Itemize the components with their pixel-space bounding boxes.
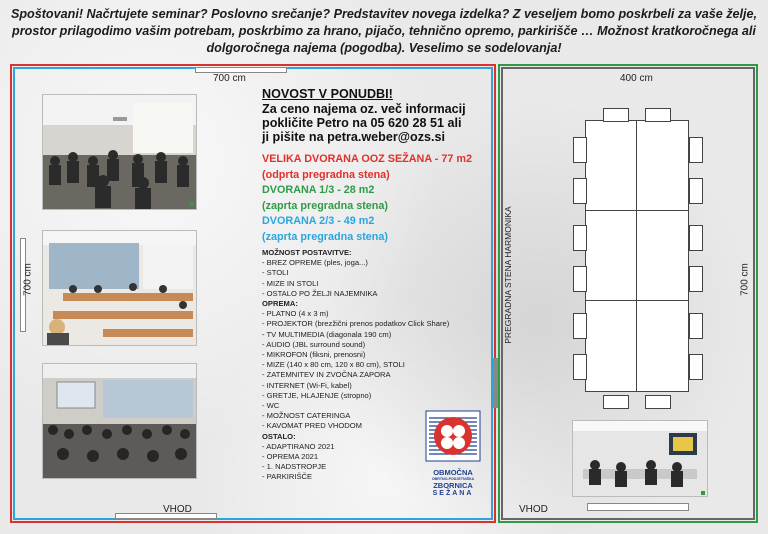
logo-line-4: SEŽANA bbox=[432, 490, 474, 497]
ozs-logo bbox=[425, 410, 481, 498]
rooms-block bbox=[262, 152, 487, 245]
equipment-item: - PROJEKTOR (brezžični prenos podatkov Click Share) bbox=[262, 319, 450, 329]
table bbox=[585, 210, 638, 302]
table bbox=[636, 300, 689, 392]
right-height-label: 700 cm bbox=[739, 263, 751, 296]
equipment-title: OPREMA: bbox=[262, 299, 298, 309]
left-entrance-label: VHOD bbox=[163, 504, 192, 515]
photo-seminar-audience bbox=[42, 94, 197, 210]
room-2-3-name: DVORANA 2/3 - 49 m2 bbox=[262, 215, 375, 227]
marker bbox=[190, 202, 194, 206]
room-1-3-name: DVORANA 1/3 - 28 m2 bbox=[262, 184, 375, 196]
equipment-item: - GRETJE, HLAJENJE (stropno) bbox=[262, 390, 372, 400]
left-height-label: 700 cm bbox=[22, 263, 34, 296]
chair bbox=[573, 313, 587, 339]
partition-wall-segment bbox=[493, 358, 498, 408]
photo-projection-seminar bbox=[42, 363, 197, 479]
room-large-note: (odprta pregradna stena) bbox=[262, 168, 390, 181]
photo-classroom bbox=[42, 230, 197, 346]
chair bbox=[689, 137, 703, 163]
equipment-item: - TV MULTIMEDIA (diagonala 190 cm) bbox=[262, 329, 392, 339]
logo-line-1: OBMOČNA bbox=[433, 468, 473, 477]
chair bbox=[603, 395, 629, 409]
chair bbox=[573, 137, 587, 163]
equipment-item: - MIZE (140 x 80 cm, 120 x 80 cm), STOLI bbox=[262, 360, 405, 370]
equipment-item: - PLATNO (4 x 3 m) bbox=[262, 309, 329, 319]
setup-item: - STOLI bbox=[262, 268, 289, 278]
table bbox=[636, 210, 689, 302]
other-item: - ADAPTIRANO 2021 bbox=[262, 441, 335, 451]
setup-item: - BREZ OPREME (ples, joga...) bbox=[262, 258, 368, 268]
other-item: - PARKIRIŠČE bbox=[262, 472, 313, 482]
chair bbox=[645, 108, 671, 122]
partition-wall-label: PREGRADNA STENA HARMONIKA bbox=[503, 206, 513, 344]
equipment-item: - WC bbox=[262, 401, 280, 411]
entrance-door-right bbox=[587, 503, 689, 511]
other-item: - OPREMA 2021 bbox=[262, 452, 319, 462]
offer-line-2: pokličite Petro na 05 620 28 51 ali bbox=[262, 116, 462, 130]
offer-line-3: ji pišite na petra.weber@ozs.si bbox=[262, 130, 446, 144]
intro-text: Spoštovani! Načrtujete seminar? Poslovno srečanje? Predstavitev novega izdelka? Z veseljem bomo poskrbeli za vaše želje, prostor prilagodimo vašim potrebam, poskrbimo za hrano, pijačo, tehnično opremo, parkirišče … Možnost kratkoročnega ali dolgoročnega najema (pogodba). Veselimo se sodelovanja! bbox=[10, 7, 758, 55]
logo-line-3: ZBORNICA bbox=[433, 481, 473, 490]
other-item: - 1. NADSTROPJE bbox=[262, 462, 327, 472]
setup-item: - OSTALO PO ŽELJI NAJEMNIKA bbox=[262, 288, 378, 298]
chair bbox=[689, 225, 703, 251]
table bbox=[585, 300, 638, 392]
offer-block bbox=[262, 87, 487, 144]
chair bbox=[689, 313, 703, 339]
equipment-item: - KAVOMAT PRED VHODOM bbox=[262, 421, 362, 431]
room-large-name: VELIKA DVORANA OOZ SEŽANA - 77 m2 bbox=[262, 153, 472, 165]
chair bbox=[573, 225, 587, 251]
chair bbox=[603, 108, 629, 122]
room-1-3-note: (zaprta pregradna stena) bbox=[262, 199, 388, 212]
equipment-item: - ZATEMNITEV IN ZVOČNA ZAPORA bbox=[262, 370, 391, 380]
logo-line-2: OBRTNO-PODJETNIŠKA bbox=[431, 477, 475, 481]
chair bbox=[573, 354, 587, 380]
offer-line-1: Za ceno najema oz. več informacij bbox=[262, 102, 466, 116]
right-entrance-label: VHOD bbox=[519, 504, 548, 515]
table-arrangement bbox=[585, 120, 689, 392]
right-width-label: 400 cm bbox=[620, 73, 653, 84]
room-2-3-note: (zaprta pregradna stena) bbox=[262, 230, 388, 243]
marker bbox=[701, 491, 705, 495]
chair bbox=[573, 178, 587, 204]
chair bbox=[689, 354, 703, 380]
left-width-label: 700 cm bbox=[213, 73, 246, 84]
chair bbox=[689, 178, 703, 204]
equipment-item: - INTERNET (Wi-Fi, kabel) bbox=[262, 380, 352, 390]
offer-title: NOVOST V PONUDBI! bbox=[262, 87, 393, 101]
ozs-logo-emblem bbox=[425, 410, 481, 462]
setup-title: MOŽNOST POSTAVITVE: bbox=[262, 248, 352, 257]
other-title: OSTALO: bbox=[262, 431, 296, 441]
photo-small-meeting bbox=[572, 420, 708, 497]
equipment-item: - MIKROFON (fiksni, prenosni) bbox=[262, 350, 366, 360]
chair bbox=[573, 266, 587, 292]
chair bbox=[689, 266, 703, 292]
table bbox=[585, 120, 638, 212]
table bbox=[636, 120, 689, 212]
equipment-item: - MOŽNOST CATERINGA bbox=[262, 411, 351, 421]
chair bbox=[645, 395, 671, 409]
setup-item: - MIZE IN STOLI bbox=[262, 278, 319, 288]
equipment-item: - AUDIO (JBL surround sound) bbox=[262, 339, 366, 349]
